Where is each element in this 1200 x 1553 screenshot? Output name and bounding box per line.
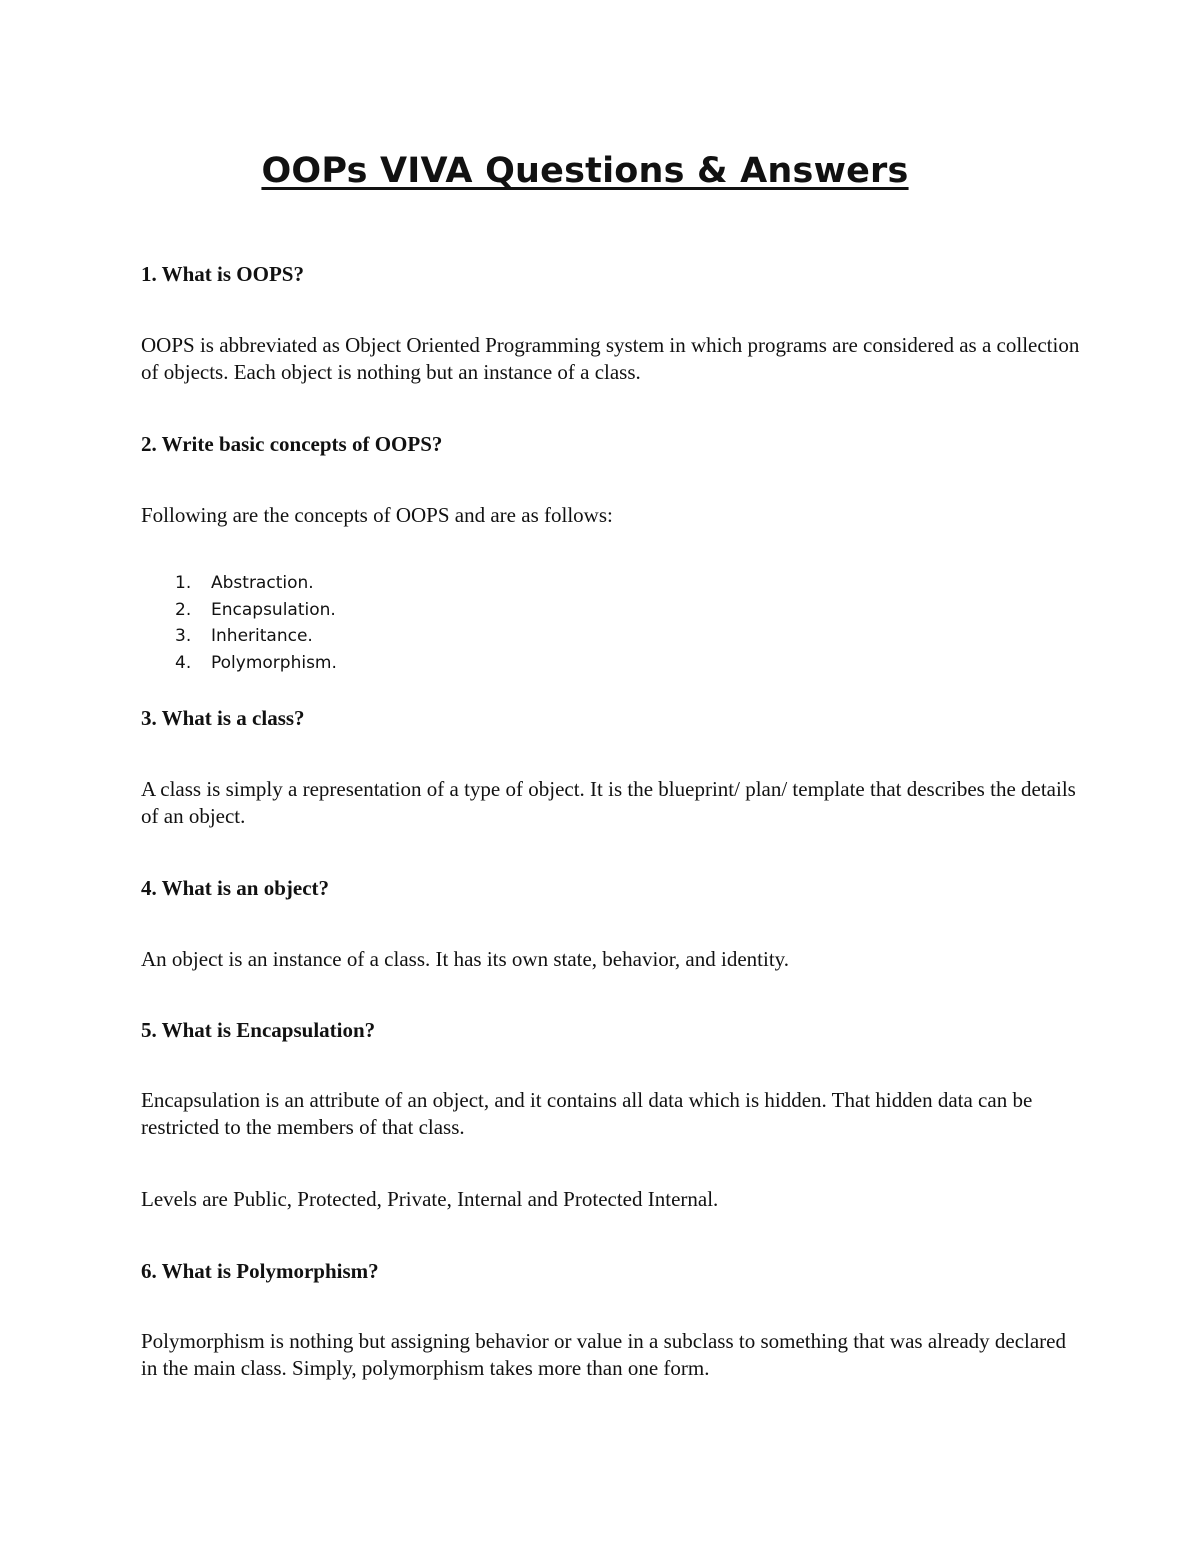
list-item-text: Inheritance.	[211, 626, 313, 646]
answer-5-levels: Levels are Public, Protected, Private, Internal and Protected Internal.	[141, 1187, 719, 1211]
list-item-number: 3.	[175, 626, 192, 646]
list-item	[141, 570, 337, 597]
answer-2: Following are the concepts of OOPS and are as follows:	[141, 503, 613, 527]
list-item	[141, 623, 337, 650]
list-item-text: Polymorphism.	[211, 652, 337, 673]
list-item-number: 4.	[175, 652, 192, 673]
question-6: 6. What is Polymorphism?	[141, 1259, 379, 1283]
list-item-text: Abstraction.	[211, 573, 314, 593]
list-item	[141, 597, 337, 624]
concepts-list	[141, 570, 337, 676]
list-item-number: 2.	[175, 599, 192, 620]
answer-5: Encapsulation is an attribute of an object, and it contains all data which is hidden. That hidden data can be restricted to the members of that class.	[141, 1088, 1033, 1139]
answer-6: Polymorphism is nothing but assigning behavior or value in a subclass to something that was already declared in the main class. Simply, polymorphism takes more than one form.	[141, 1329, 1066, 1380]
question-2: 2. Write basic concepts of OOPS?	[141, 432, 443, 456]
page-title: OOPs VIVA Questions & Answers	[261, 151, 909, 191]
list-item	[141, 650, 337, 677]
question-5: 5. What is Encapsulation?	[141, 1018, 376, 1042]
question-3: 3. What is a class?	[141, 706, 305, 730]
question-1: 1. What is OOPS?	[141, 262, 304, 286]
list-item-number: 1.	[175, 573, 192, 593]
list-item-text: Encapsulation.	[211, 599, 336, 620]
question-4: 4. What is an object?	[141, 876, 330, 900]
answer-3: A class is simply a representation of a type of object. It is the blueprint/ plan/ template that describes the details of an object.	[141, 777, 1076, 828]
answer-1: OOPS is abbreviated as Object Oriented Programming system in which programs are considered as a collection of objects. Each object is nothing but an instance of a class.	[141, 333, 1080, 384]
answer-4: An object is an instance of a class. It has its own state, behavior, and identity.	[141, 947, 790, 971]
